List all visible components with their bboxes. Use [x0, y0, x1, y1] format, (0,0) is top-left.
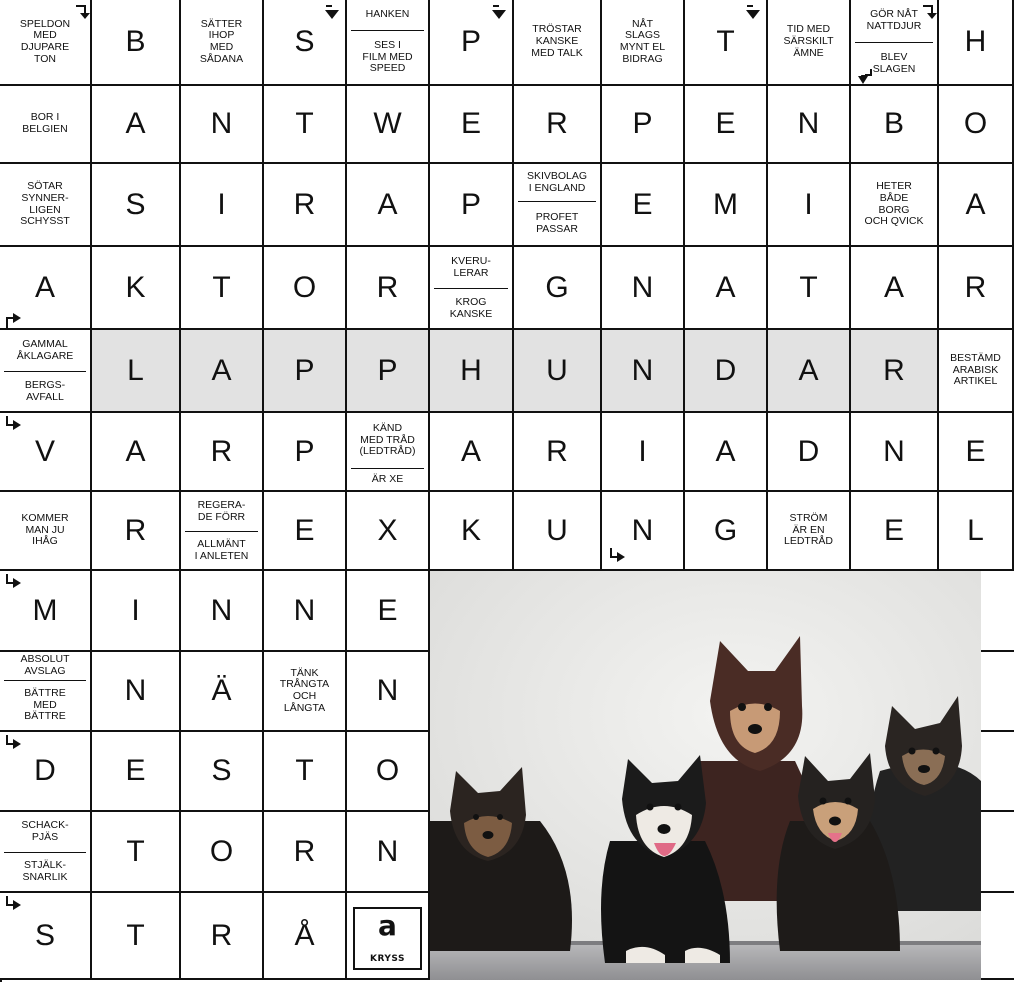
- answer-cell-r4c2[interactable]: [92, 247, 181, 330]
- clue-cell-r9c1: [0, 652, 92, 732]
- answer-cell-r6c10[interactable]: [768, 413, 851, 492]
- clue-divider: [4, 852, 86, 853]
- answer-letter: N: [210, 107, 233, 140]
- answer-letter: A: [125, 107, 146, 140]
- answer-letter: N: [797, 107, 820, 140]
- answer-letter: U: [546, 353, 568, 387]
- answer-cell-r6c3[interactable]: [181, 413, 264, 492]
- clue-text-upper: ABSOLUT AVSLAG: [20, 653, 70, 677]
- answer-letter: P: [632, 107, 653, 140]
- answer-cell-r3c12[interactable]: [939, 164, 1014, 247]
- answer-cell-r3c2[interactable]: [92, 164, 181, 247]
- answer-cell-r3c9[interactable]: [685, 164, 768, 247]
- answer-letter: O: [963, 107, 988, 140]
- answer-letter: E: [632, 187, 653, 221]
- answer-cell-r12c3[interactable]: [181, 893, 264, 980]
- clue-divider: [351, 468, 424, 469]
- answer-letter: H: [460, 353, 482, 387]
- answer-cell-r7c12[interactable]: [939, 492, 1014, 571]
- answer-letter: N: [631, 353, 654, 387]
- answer-letter: A: [715, 270, 736, 304]
- answer-cell-r6c4[interactable]: [264, 413, 347, 492]
- answer-cell-r7c11[interactable]: [851, 492, 939, 571]
- clue-cell-r4c6: [430, 247, 514, 330]
- answer-cell-r5c9[interactable]: [685, 330, 768, 413]
- answer-cell-r4c12[interactable]: [939, 247, 1014, 330]
- answer-cell-r3c6[interactable]: [430, 164, 514, 247]
- answer-cell-r1c2[interactable]: [92, 0, 181, 86]
- answer-cell-r4c5[interactable]: [347, 247, 430, 330]
- answer-letter: G: [545, 270, 569, 304]
- clue-cell-r6c5: [347, 413, 430, 492]
- answer-cell-r2c3[interactable]: [181, 86, 264, 164]
- logo-letter: a: [378, 909, 397, 942]
- answer-letter: P: [460, 187, 481, 221]
- answer-cell-r12c2[interactable]: [92, 893, 181, 980]
- answer-letter: E: [294, 513, 315, 547]
- answer-cell-r7c8[interactable]: [602, 492, 685, 571]
- answer-letter: P: [377, 353, 398, 387]
- clue-divider: [351, 30, 424, 31]
- answer-cell-r3c8[interactable]: [602, 164, 685, 247]
- answer-cell-r4c8[interactable]: [602, 247, 685, 330]
- answer-cell-r8c3[interactable]: [181, 571, 264, 652]
- clue-text-lower: BERGS- AVFALL: [24, 378, 66, 403]
- answer-letter: P: [294, 434, 315, 468]
- clue-cell-r3c1: [0, 164, 92, 247]
- answer-letter: D: [714, 353, 737, 387]
- answer-cell-r6c8[interactable]: [602, 413, 685, 492]
- up-right-arrow-icon: [4, 311, 22, 329]
- answer-letter: N: [293, 593, 316, 627]
- edge-strip: [981, 732, 1014, 812]
- clue-cell-r5c1: [0, 330, 92, 413]
- answer-letter: T: [799, 270, 818, 304]
- answer-cell-r6c12[interactable]: [939, 413, 1014, 492]
- clue-text: BESTÄMD ARABISK ARTIKEL: [950, 351, 1001, 388]
- answer-letter: N: [376, 674, 399, 707]
- clue-text: TÄNK TRÅNGTA OCH LÅNGTA: [279, 666, 330, 714]
- answer-cell-r10c5[interactable]: [347, 732, 430, 812]
- answer-letter: V: [34, 434, 55, 468]
- clue-divider: [185, 531, 258, 532]
- down-right-arrow-icon: [4, 895, 22, 913]
- answer-cell-r11c5[interactable]: [347, 812, 430, 893]
- answer-cell-r2c2[interactable]: [92, 86, 181, 164]
- answer-cell-r7c4[interactable]: [264, 492, 347, 571]
- answer-cell-r9c5[interactable]: [347, 652, 430, 732]
- answer-letter: A: [211, 353, 232, 387]
- answer-letter: R: [210, 434, 233, 468]
- answer-letter: A: [883, 270, 904, 304]
- answer-letter: T: [212, 270, 231, 304]
- answer-cell-r5c5[interactable]: [347, 330, 430, 413]
- answer-cell-r1c6[interactable]: [430, 0, 514, 86]
- clue-text: BOR I BELGIEN: [22, 111, 68, 135]
- answer-letter: S: [34, 918, 55, 952]
- clue-text-lower: STJÄLK- SNARLIK: [22, 859, 68, 883]
- answer-letter: H: [964, 25, 987, 58]
- answer-cell-r4c7[interactable]: [514, 247, 602, 330]
- clue-cell-r1c7: [514, 0, 602, 86]
- clue-cell-r3c11: [851, 164, 939, 247]
- answer-letter: I: [638, 434, 647, 468]
- answer-cell-r10c4[interactable]: [264, 732, 347, 812]
- clue-text-lower: ÄR XE: [371, 472, 404, 485]
- answer-cell-r1c4[interactable]: [264, 0, 347, 86]
- answer-letter: K: [460, 513, 481, 547]
- clue-cell-r3c7: [514, 164, 602, 247]
- clue-cell-r7c3: [181, 492, 264, 571]
- clue-text-lower: ALLMÄNT I ANLETEN: [194, 537, 249, 562]
- answer-letter: N: [124, 674, 147, 707]
- answer-cell-r6c6[interactable]: [430, 413, 514, 492]
- answer-letter: R: [883, 353, 905, 387]
- answer-cell-r5c10[interactable]: [768, 330, 851, 413]
- answer-cell-r7c5[interactable]: [347, 492, 430, 571]
- answer-cell-r4c3[interactable]: [181, 247, 264, 330]
- answer-letter: N: [210, 593, 233, 627]
- edge-strip: [981, 652, 1014, 732]
- answer-letter: R: [376, 270, 399, 304]
- answer-letter: N: [631, 513, 654, 547]
- answer-letter: R: [546, 434, 568, 468]
- answer-cell-r3c5[interactable]: [347, 164, 430, 247]
- right-down-arrow-icon: [921, 2, 939, 20]
- answer-cell-r8c2[interactable]: [92, 571, 181, 652]
- clue-cell-r1c8: [602, 0, 685, 86]
- answer-cell-r8c5[interactable]: [347, 571, 430, 652]
- answer-letter: D: [797, 434, 820, 468]
- clue-text: STRÖM ÄR EN LEDTRÅD: [783, 511, 833, 548]
- clue-cell-r1c3: [181, 0, 264, 86]
- clue-text-lower: PROFET PASSAR: [535, 210, 579, 235]
- left-down-arrow-icon: [855, 67, 873, 85]
- edge-strip: [981, 893, 1014, 980]
- brand-cell: [347, 893, 430, 980]
- clue-cell-r5c12: [939, 330, 1014, 413]
- clue-cell-r7c10: [768, 492, 851, 571]
- clue-text-upper: HANKEN: [365, 8, 410, 21]
- clue-cell-r11c1: [0, 812, 92, 893]
- answer-letter: Å: [294, 918, 315, 952]
- answer-letter: D: [34, 754, 56, 787]
- clue-text: NÅT SLAGS MYNT EL BIDRAG: [619, 17, 666, 65]
- down-right-arrow-icon: [608, 547, 626, 565]
- answer-cell-r3c4[interactable]: [264, 164, 347, 247]
- answer-letter: R: [293, 187, 316, 221]
- answer-cell-r6c9[interactable]: [685, 413, 768, 492]
- answer-letter: L: [967, 513, 984, 547]
- answer-letter: M: [32, 593, 58, 627]
- answer-cell-r9c3[interactable]: [181, 652, 264, 732]
- answer-cell-r2c7[interactable]: [514, 86, 602, 164]
- answer-letter: S: [211, 754, 232, 787]
- answer-cell-r7c9[interactable]: [685, 492, 768, 571]
- answer-cell-r6c7[interactable]: [514, 413, 602, 492]
- answer-cell-r4c9[interactable]: [685, 247, 768, 330]
- answer-letter: T: [295, 107, 314, 140]
- clue-text: SÖTAR SYNNER- LIGEN SCHYSST: [20, 180, 70, 228]
- answer-cell-r4c10[interactable]: [768, 247, 851, 330]
- answer-cell-r2c10[interactable]: [768, 86, 851, 164]
- answer-letter: A: [377, 187, 398, 221]
- clue-cell-r1c5: [347, 0, 430, 86]
- answer-letter: R: [124, 513, 147, 547]
- clue-cell-r7c1: [0, 492, 92, 571]
- answer-cell-r2c6[interactable]: [430, 86, 514, 164]
- answer-letter: S: [294, 25, 315, 58]
- clue-text-lower: BLEV SLAGEN: [872, 50, 916, 75]
- down-right-arrow-icon: [4, 573, 22, 591]
- answer-letter: E: [965, 434, 986, 468]
- answer-cell-r5c8[interactable]: [602, 330, 685, 413]
- right-down-arrow-icon: [74, 2, 92, 20]
- answer-letter: Ä: [211, 674, 232, 707]
- clue-cell-r1c11: [851, 0, 939, 86]
- answer-letter: E: [460, 107, 481, 140]
- clue-divider: [434, 288, 508, 289]
- answer-cell-r10c2[interactable]: [92, 732, 181, 812]
- answer-letter: N: [376, 834, 399, 868]
- clue-divider: [855, 42, 933, 43]
- answer-cell-r3c10[interactable]: [768, 164, 851, 247]
- answer-cell-r10c3[interactable]: [181, 732, 264, 812]
- answer-letter: B: [125, 25, 146, 58]
- answer-letter: B: [883, 107, 904, 140]
- answer-cell-r5c6[interactable]: [430, 330, 514, 413]
- answer-cell-r2c9[interactable]: [685, 86, 768, 164]
- answer-letter: A: [965, 187, 986, 221]
- answer-cell-r11c3[interactable]: [181, 812, 264, 893]
- answer-letter: O: [292, 270, 317, 304]
- edge-strip: [981, 571, 1014, 652]
- clue-cell-r1c1: [0, 0, 92, 86]
- answer-letter: E: [125, 754, 146, 787]
- clue-text: TRÖSTAR KANSKE MED TALK: [531, 23, 583, 59]
- answer-letter: E: [883, 513, 904, 547]
- answer-letter: G: [713, 513, 738, 547]
- answer-letter: E: [377, 593, 398, 627]
- lapphund-dogs-photo: [430, 571, 981, 980]
- answer-cell-r2c4[interactable]: [264, 86, 347, 164]
- answer-cell-r8c4[interactable]: [264, 571, 347, 652]
- edge-strip: [981, 812, 1014, 893]
- answer-letter: I: [804, 187, 813, 221]
- answer-cell-r6c1[interactable]: [0, 413, 92, 492]
- clue-text-upper: SCHACK- PJÄS: [21, 819, 69, 843]
- akryss-logo: [353, 907, 422, 970]
- answer-letter: I: [131, 593, 140, 627]
- answer-cell-r7c2[interactable]: [92, 492, 181, 571]
- answer-letter: L: [127, 353, 144, 387]
- clue-text-upper: GAMMAL ÅKLAGARE: [16, 337, 74, 362]
- answer-cell-r1c12[interactable]: [939, 0, 1014, 86]
- answer-cell-r2c12[interactable]: [939, 86, 1014, 164]
- answer-cell-r5c2[interactable]: [92, 330, 181, 413]
- answer-letter: N: [883, 434, 905, 468]
- answer-cell-r2c11[interactable]: [851, 86, 939, 164]
- clue-text-upper: KVERU- LERAR: [451, 254, 491, 279]
- answer-letter: A: [125, 434, 146, 468]
- answer-cell-r4c1[interactable]: [0, 247, 92, 330]
- answer-cell-r8c1[interactable]: [0, 571, 92, 652]
- answer-letter: R: [546, 107, 568, 140]
- answer-cell-r2c5[interactable]: [347, 86, 430, 164]
- answer-cell-r5c3[interactable]: [181, 330, 264, 413]
- answer-letter: X: [377, 513, 398, 547]
- logo-wordmark: KRYSS: [370, 954, 405, 964]
- answer-letter: N: [631, 270, 654, 304]
- answer-letter: R: [964, 270, 987, 304]
- answer-cell-r9c2[interactable]: [92, 652, 181, 732]
- answer-cell-r12c4[interactable]: [264, 893, 347, 980]
- down-arrow-icon: [744, 4, 762, 22]
- clue-text-upper: SKIVBOLAG I ENGLAND: [526, 169, 588, 194]
- clue-text: KOMMER MAN JU IHÅG: [21, 511, 69, 548]
- answer-letter: T: [126, 918, 145, 952]
- down-arrow-icon: [323, 4, 341, 22]
- clue-text: SÄTTER IHOP MED SÅDANA: [199, 17, 244, 65]
- answer-cell-r2c8[interactable]: [602, 86, 685, 164]
- answer-cell-r12c1[interactable]: [0, 893, 92, 980]
- clue-divider: [518, 201, 596, 202]
- answer-letter: R: [210, 918, 233, 952]
- answer-letter: K: [125, 270, 146, 304]
- answer-letter: E: [715, 107, 736, 140]
- answer-cell-r3c3[interactable]: [181, 164, 264, 247]
- answer-letter: A: [460, 434, 481, 468]
- answer-cell-r11c2[interactable]: [92, 812, 181, 893]
- answer-cell-r5c4[interactable]: [264, 330, 347, 413]
- clue-divider: [4, 680, 86, 681]
- answer-letter: T: [716, 25, 735, 58]
- down-right-arrow-icon: [4, 415, 22, 433]
- answer-cell-r4c4[interactable]: [264, 247, 347, 330]
- clue-text: TID MED SÄRSKILT ÄMNE: [783, 23, 834, 59]
- answer-letter: T: [126, 834, 145, 868]
- clue-text: HETER BÅDE BORG OCH QVICK: [864, 180, 924, 228]
- answer-letter: M: [713, 187, 738, 221]
- answer-letter: R: [293, 834, 316, 868]
- answer-cell-r4c11[interactable]: [851, 247, 939, 330]
- answer-letter: P: [460, 25, 481, 58]
- answer-cell-r11c4[interactable]: [264, 812, 347, 893]
- clue-divider: [4, 371, 86, 372]
- answer-letter: S: [125, 187, 146, 221]
- down-arrow-icon: [490, 4, 508, 22]
- clue-cell-r2c1: [0, 86, 92, 164]
- answer-letter: O: [375, 754, 400, 787]
- answer-cell-r6c2[interactable]: [92, 413, 181, 492]
- answer-cell-r1c9[interactable]: [685, 0, 768, 86]
- answer-letter: T: [295, 754, 314, 787]
- answer-letter: P: [294, 353, 315, 387]
- answer-cell-r5c7[interactable]: [514, 330, 602, 413]
- clue-text-lower: KROG KANSKE: [449, 295, 493, 320]
- clue-text-lower: SES I FILM MED SPEED: [362, 38, 413, 75]
- answer-cell-r10c1[interactable]: [0, 732, 92, 812]
- answer-letter: A: [34, 270, 55, 304]
- clue-text-lower: BÄTTRE MED BÄTTRE: [24, 686, 66, 723]
- answer-cell-r6c11[interactable]: [851, 413, 939, 492]
- answer-letter: U: [546, 513, 568, 547]
- answer-letter: A: [715, 434, 736, 468]
- answer-cell-r7c6[interactable]: [430, 492, 514, 571]
- answer-cell-r7c7[interactable]: [514, 492, 602, 571]
- answer-letter: I: [217, 187, 226, 221]
- clue-text-upper: GÖR NÅT NATTDJUR: [866, 8, 922, 32]
- answer-letter: O: [209, 834, 234, 868]
- clue-cell-r1c10: [768, 0, 851, 86]
- clue-text-upper: REGERA- DE FÖRR: [197, 498, 246, 523]
- answer-cell-r5c11[interactable]: [851, 330, 939, 413]
- answer-letter: A: [798, 353, 819, 387]
- clue-text-upper: KÄND MED TRÅD (LEDTRÅD): [359, 421, 416, 458]
- clue-text: SPELDON MED DJUPARE TON: [19, 17, 71, 65]
- clue-cell-r9c4: [264, 652, 347, 732]
- down-right-arrow-icon: [4, 734, 22, 752]
- answer-letter: W: [373, 107, 402, 140]
